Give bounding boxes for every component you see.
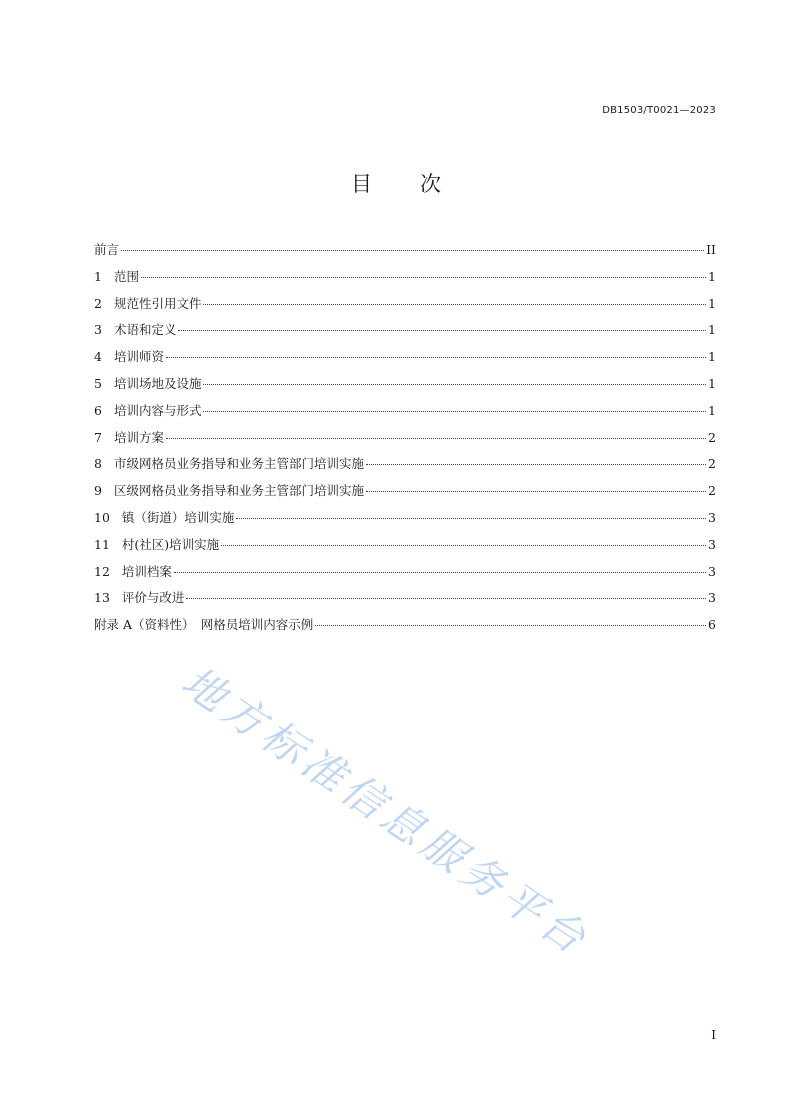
toc-leader-dots [178,330,706,331]
toc-entry-page: 3 [708,590,716,606]
toc-entry-page: 1 [708,268,716,284]
toc-entry[interactable] [94,374,716,401]
toc-entry-page: 1 [708,322,716,338]
title-char-left: 目 [351,172,372,196]
toc-entry-page: 2 [708,429,716,445]
toc-entry[interactable] [94,401,716,428]
toc-entry-number: 8 [94,456,102,472]
page-number: I [711,1028,716,1042]
toc-leader-dots [121,250,704,251]
toc-entry-number: 7 [94,429,102,445]
toc-entry[interactable] [94,294,716,321]
toc-entry-number: 6 [94,402,102,418]
toc-entry[interactable] [94,481,716,508]
toc-entry[interactable] [94,320,716,347]
toc-leader-dots [203,384,706,385]
toc-entry-title: 附录 A（资料性） 网格员培训内容示例 [94,617,314,633]
toc-entry-page: 6 [708,617,716,633]
toc-entry[interactable] [94,267,716,294]
toc-entry-number: 3 [94,322,102,338]
toc-entry-title: 培训场地及设施 [113,375,202,391]
toc-leader-dots [203,304,706,305]
toc-entry-number: 2 [94,295,102,311]
toc-entry-title: 培训内容与形式 [113,402,202,418]
toc-entry-title: 镇（街道）培训实施 [121,509,235,525]
toc-entry[interactable] [94,508,716,535]
toc-entry-number: 13 [94,590,110,606]
toc-entry-page: 3 [708,536,716,552]
toc-entry-number: 12 [94,563,110,579]
toc-entry-page: 2 [708,483,716,499]
title-char-right: 次 [420,172,441,196]
toc-leader-dots [174,572,706,573]
toc-entry-title: 培训档案 [121,563,172,579]
toc-leader-dots [366,491,706,492]
toc-entry-page: 1 [708,349,716,365]
toc-entry-page: 3 [708,563,716,579]
toc-entry-title: 评价与改进 [121,590,185,606]
toc-leader-dots [166,357,706,358]
toc-entry[interactable] [94,535,716,562]
toc-entry-number: 1 [94,268,102,284]
toc-leader-dots [236,518,706,519]
toc-leader-dots [186,598,706,599]
toc-entry-title: 范围 [113,268,139,284]
toc-entry-number: 4 [94,349,102,365]
table-of-contents [94,240,716,642]
toc-entry-title: 规范性引用文件 [113,295,202,311]
toc-entry-page: 3 [708,509,716,525]
toc-entry[interactable] [94,347,716,374]
page-title [0,168,792,198]
document-code: DB1503/T0021—2023 [602,105,716,116]
toc-entry[interactable] [94,615,716,642]
toc-entry-number: 10 [94,509,110,525]
toc-entry[interactable] [94,454,716,481]
toc-entry-title: 市级网格员业务指导和业务主管部门培训实施 [113,456,364,472]
toc-entry-title: 村(社区)培训实施 [121,536,220,552]
toc-leader-dots [141,277,706,278]
toc-entry-page: 1 [708,295,716,311]
toc-entry-page: 1 [708,375,716,391]
toc-leader-dots [366,464,706,465]
toc-leader-dots [203,411,706,412]
watermark: 地方标准信息服务平台 [173,656,599,966]
toc-entry-number: 9 [94,483,102,499]
toc-entry-number: 11 [94,536,110,552]
toc-entry-page: II [706,242,716,257]
toc-leader-dots [315,625,706,626]
toc-entry-page: 1 [708,402,716,418]
toc-entry-title: 区级网格员业务指导和业务主管部门培训实施 [113,483,364,499]
toc-entry[interactable] [94,562,716,589]
toc-leader-dots [221,545,706,546]
toc-entry[interactable] [94,428,716,455]
toc-entry-title: 术语和定义 [113,322,177,338]
toc-entry-title: 培训方案 [113,429,164,445]
toc-entry-title: 培训师资 [113,349,164,365]
toc-entry[interactable] [94,588,716,615]
toc-entry-page: 2 [708,456,716,472]
toc-entry-number: 5 [94,375,102,391]
toc-leader-dots [166,438,706,439]
toc-entry-title: 前言 [94,242,120,257]
toc-entry[interactable] [94,240,716,267]
